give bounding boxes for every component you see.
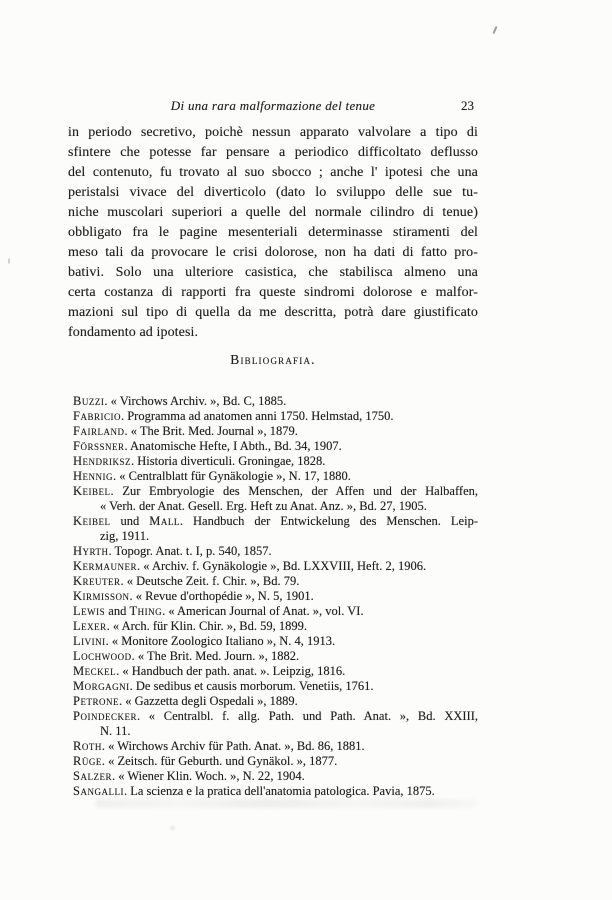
author-name: Kreuter <box>73 574 121 588</box>
bibliography-line <box>73 634 478 649</box>
bibliography-entry <box>73 484 478 514</box>
author-name: Thing <box>129 604 163 618</box>
bibliography-list <box>73 394 478 799</box>
entry-text: . Programma ad anatomen anni 1750. Helmstad, 1750. <box>120 409 394 423</box>
bibliography-line <box>73 754 478 769</box>
paragraph-line: certa costanza di rapporti fra queste sindromi dolorose e malfor- <box>68 285 478 300</box>
bibliography-entry <box>73 619 478 634</box>
author-name: Fabricio <box>73 409 121 423</box>
entry-text: . « Archiv. f. Gynäkologie », Bd. LXXVIII, Heft. 2, 1906. <box>137 559 427 573</box>
scan-speck-icon <box>492 26 497 34</box>
bibliography-line <box>73 604 478 619</box>
entry-text: . « American Journal of Anat. », vol. VI. <box>162 604 364 618</box>
author-name: Keibel <box>73 514 111 528</box>
author-name: Petrone <box>73 694 119 708</box>
author-name: Salzer <box>73 769 112 783</box>
author-name: Lexer <box>73 619 107 633</box>
paragraph-line: in periodo secretivo, poichè nessun apparato valvolare a tipo di <box>68 125 478 140</box>
bibliography-line <box>73 439 478 454</box>
paragraph-line: del contenuto, fu trovato al suo sbocco ; anche l' ipotesi che una <box>68 165 478 180</box>
entry-text: « Verh. der Anat. Gesell. Erg. Heft zu Anat. Anz. », Bd. 27, 1905. <box>100 499 427 513</box>
author-name: Lewis <box>73 604 106 618</box>
bibliography-entry <box>73 664 478 679</box>
author-name: Sangalli <box>73 784 124 798</box>
bibliography-entry <box>73 559 478 574</box>
bibliography-line <box>73 469 478 484</box>
author-name: Kirmisson <box>73 589 130 603</box>
author-name: Lochwood <box>73 649 132 663</box>
bibliography-line <box>73 694 478 709</box>
entry-text: . Topogr. Anat. t. I, p. 540, 1857. <box>108 544 272 558</box>
entry-text: . Historia diverticuli. Groningae, 1828. <box>131 454 326 468</box>
page-showthrough-smudge <box>95 799 477 808</box>
bibliography-entry <box>73 694 478 709</box>
paragraph-line: niche muscolari superiori a quelle del normale cilindro di tenue) <box>68 205 478 220</box>
entry-text: . « Handbuch der path. anat. ». Leipzig, 1816. <box>116 664 346 678</box>
bibliography-line <box>73 514 478 529</box>
entry-text: . Handbuch der Entwickelung des Menschen. Leip- <box>179 514 478 528</box>
author-name: Hennig <box>73 469 114 483</box>
bibliography-line <box>73 529 478 544</box>
bibliography-entry <box>73 394 478 409</box>
paragraph-line: sfintere che potesse far pensare a periodico difficoltato deflusso <box>68 145 478 160</box>
author-name: Morgagni <box>73 679 130 693</box>
bibliography-entry <box>73 649 478 664</box>
bibliography-line <box>73 664 478 679</box>
paragraph-line: fondamento ad ipotesi. <box>68 325 199 340</box>
bibliography-line <box>73 424 478 439</box>
paragraph-line: obbligato fra le pagine mesenteriali determinasse stiramenti del <box>68 225 478 240</box>
bibliography-line <box>73 544 478 559</box>
bibliography-entry <box>73 604 478 619</box>
bibliography-entry <box>73 424 478 439</box>
bibliography-entry <box>73 514 478 544</box>
bibliography-line <box>73 709 478 724</box>
entry-text: and <box>105 604 130 618</box>
author-name: Meckel <box>73 664 117 678</box>
bibliography-line <box>73 574 478 589</box>
bibliography-line <box>73 619 478 634</box>
author-name: Keibel <box>73 484 111 498</box>
bibliography-line <box>73 454 478 469</box>
bibliography-line <box>73 559 478 574</box>
author-name: Kermauner <box>73 559 138 573</box>
page-showthrough-smudge <box>170 826 175 830</box>
bibliography-line <box>73 589 478 604</box>
bibliography-entry <box>73 454 478 469</box>
paragraph-line: meso tali da provocare le crisi dolorose, non ha dati di fatto pro- <box>68 245 478 260</box>
author-name: Buzzi <box>73 394 105 408</box>
running-title: Di una rara malformazione del tenue <box>170 98 376 113</box>
author-name: Mall <box>149 514 180 528</box>
paragraph-line: bativi. Solo una ulteriore casistica, che stabilisca almeno una <box>68 265 478 280</box>
author-name: Rüge <box>73 754 102 768</box>
bibliography-entry <box>73 739 478 754</box>
bibliography-line <box>73 649 478 664</box>
bibliography-line <box>73 769 478 784</box>
author-name: Hyrth <box>73 544 109 558</box>
author-name: Fairland <box>73 424 125 438</box>
entry-text: . « Deutsche Zeit. f. Chir. », Bd. 79. <box>120 574 300 588</box>
bibliography-entry <box>73 439 478 454</box>
bibliography-entry <box>73 769 478 784</box>
bibliography-line <box>73 739 478 754</box>
bibliography-line <box>73 484 478 499</box>
body-paragraph <box>68 123 478 343</box>
entry-text: . « Gazzetta degli Ospedali », 1889. <box>118 694 298 708</box>
entry-text: zig, 1911. <box>100 529 150 543</box>
entry-text: . « The Brit. Med. Journal », 1879. <box>124 424 298 438</box>
entry-text: . « Centralbl. f. allg. Path. und Path. Anat. », Bd. XXIII, <box>136 709 478 723</box>
bibliography-entry <box>73 634 478 649</box>
bibliography-line <box>73 784 478 799</box>
bibliography-line <box>73 499 478 514</box>
bibliography-line <box>73 409 478 424</box>
entry-text: . Zur Embryologie des Menschen, der Affen und der Halbaffen, <box>110 484 478 498</box>
bibliography-entry <box>73 784 478 799</box>
entry-text: . La scienza e la pratica dell'anatomia patologica. Pavia, 1875. <box>123 784 435 798</box>
bibliography-entry <box>73 544 478 559</box>
paragraph-line: peristalsi vivace del diverticolo (dato lo sviluppo delle sue tu- <box>68 185 478 200</box>
entry-text: . Anatomische Hefte, I Abth., Bd. 34, 1907. <box>124 439 342 453</box>
entry-text: . « Centralblatt für Gynäkologie », N. 17, 1880. <box>113 469 351 483</box>
entry-text: N. 11. <box>100 724 131 738</box>
paragraph-line: mazioni sul tipo di quella da me descritta, potrà dare giustificato <box>68 305 478 320</box>
entry-text: . « Revue d'orthopédie », N. 5, 1901. <box>129 589 314 603</box>
bibliography-entry <box>73 574 478 589</box>
entry-text: . « Zeitsch. für Geburth. und Gynäkol. », 1877. <box>101 754 338 768</box>
bibliography-entry <box>73 589 478 604</box>
bibliography-line <box>73 394 478 409</box>
scan-speck-icon <box>8 258 10 264</box>
entry-text: . « Arch. für Klin. Chir. », Bd. 59, 1899. <box>106 619 307 633</box>
entry-text: . « Virchows Archiv. », Bd. C, 1885. <box>104 394 287 408</box>
bibliography-line <box>73 724 478 739</box>
entry-text: . « Wirchows Archiv für Path. Anat. », Bd. 86, 1881. <box>101 739 365 753</box>
bibliography-entry <box>73 409 478 424</box>
bibliography-entry <box>73 709 478 739</box>
bibliography-entry <box>73 754 478 769</box>
author-name: Förssner <box>73 439 125 453</box>
entry-text: . De sedibus et causis morborum. Venetiis, 1761. <box>129 679 374 693</box>
author-name: Hendriksz <box>73 454 132 468</box>
page-number: 23 <box>461 98 474 113</box>
bibliography-entry <box>73 679 478 694</box>
bibliography-heading: Bibliografia. <box>230 352 316 367</box>
entry-text: . « The Brit. Med. Journ. », 1882. <box>131 649 300 663</box>
entry-text: . « Monitore Zoologico Italiano », N. 4, 1913. <box>105 634 336 648</box>
bibliography-entry <box>73 469 478 484</box>
bibliography-line <box>73 679 478 694</box>
running-header <box>68 98 478 114</box>
author-name: Roth <box>73 739 102 753</box>
author-name: Livini <box>73 634 106 648</box>
author-name: Poindecker <box>73 709 137 723</box>
entry-text: . « Wiener Klin. Woch. », N. 22, 1904. <box>111 769 305 783</box>
entry-text: und <box>110 514 150 528</box>
